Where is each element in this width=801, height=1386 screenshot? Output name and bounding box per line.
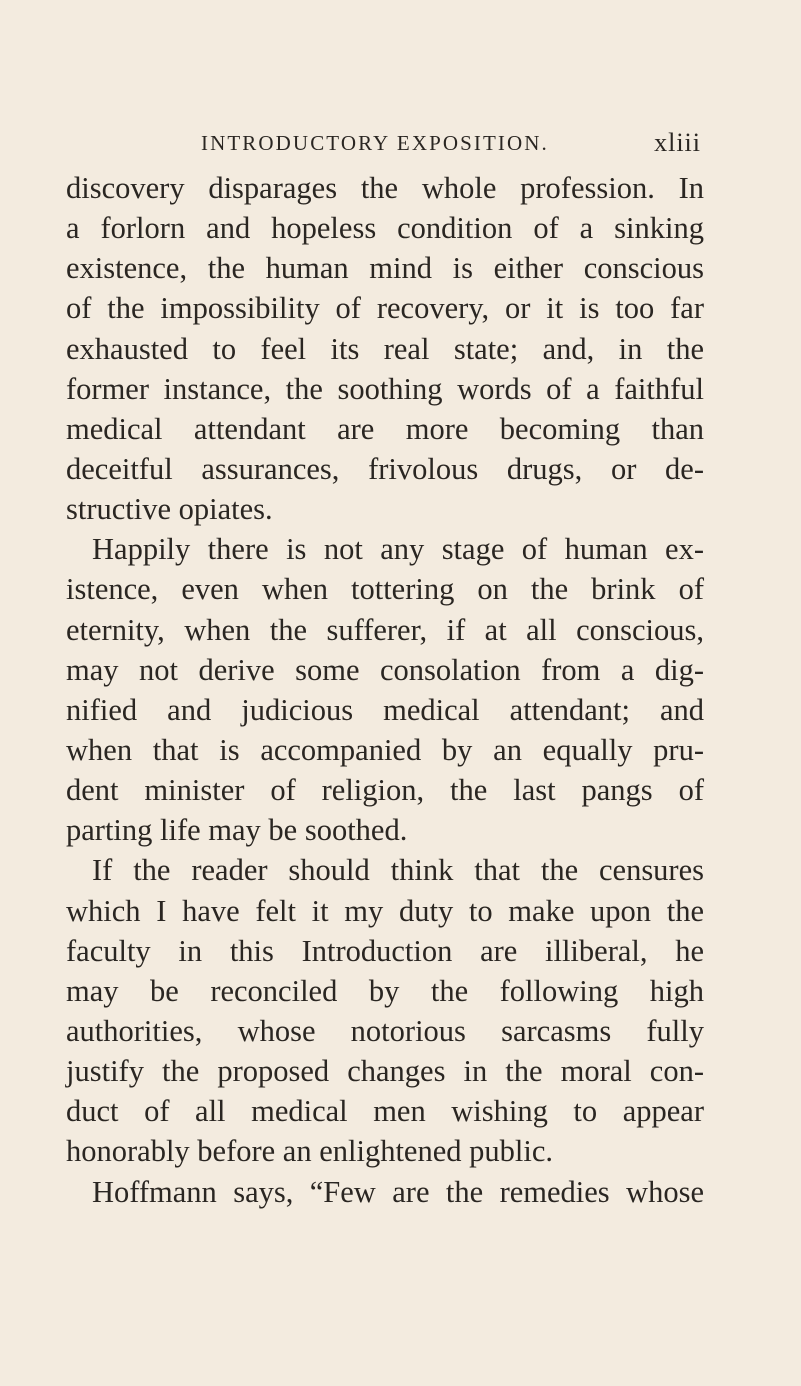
paragraph-start-line: Hoffmann says, “Few are the remedies whose [92,1174,704,1209]
text-line: former instance, the soothing words of a faithful [66,371,704,406]
text-line: of the impossibility of recovery, or it is too far [66,291,704,326]
text-line: exhausted to feel its real state; and, in the [66,331,704,366]
text-line: existence, the human mind is either conscious [66,251,704,286]
text-line: a forlorn and hopeless condition of a sinking [66,211,704,246]
text-line: dent minister of religion, the last pangs of [66,773,704,808]
paragraph-start-line: If the reader should think that the censures [92,853,704,888]
text-line: may be reconciled by the following high [66,973,704,1008]
running-title: INTRODUCTORY EXPOSITION. [201,131,549,155]
running-head [201,128,701,161]
text-line: eternity, when the sufferer, if at all conscious, [66,612,704,647]
paragraph-start-line: Happily there is not any stage of human ex- [92,532,704,567]
text-line: justify the proposed changes in the moral con- [66,1054,704,1089]
text-line: nified and judicious medical attendant; and [66,692,704,727]
body-text [66,168,704,1212]
paragraph-end-line: honorably before an enlightened public. [66,1134,553,1169]
paragraph-end-line: structive opiates. [66,492,273,527]
text-line: duct of all medical men wishing to appear [66,1094,704,1129]
text-line: istence, even when tottering on the brink of [66,572,704,607]
paragraph-end-line: parting life may be soothed. [66,813,408,848]
text-line: may not derive some consolation from a dig- [66,652,704,687]
text-line: faculty in this Introduction are illiberal, he [66,933,704,968]
text-line: which I have felt it my duty to make upon the [66,893,704,928]
text-line: when that is accompanied by an equally pru- [66,732,704,767]
text-line: deceitful assurances, frivolous drugs, or de- [66,451,704,486]
text-line: discovery disparages the whole profession. In [66,171,704,205]
text-line: medical attendant are more becoming than [66,411,704,446]
page-number: xliii [654,128,701,157]
text-line: authorities, whose notorious sarcasms fully [66,1013,704,1048]
